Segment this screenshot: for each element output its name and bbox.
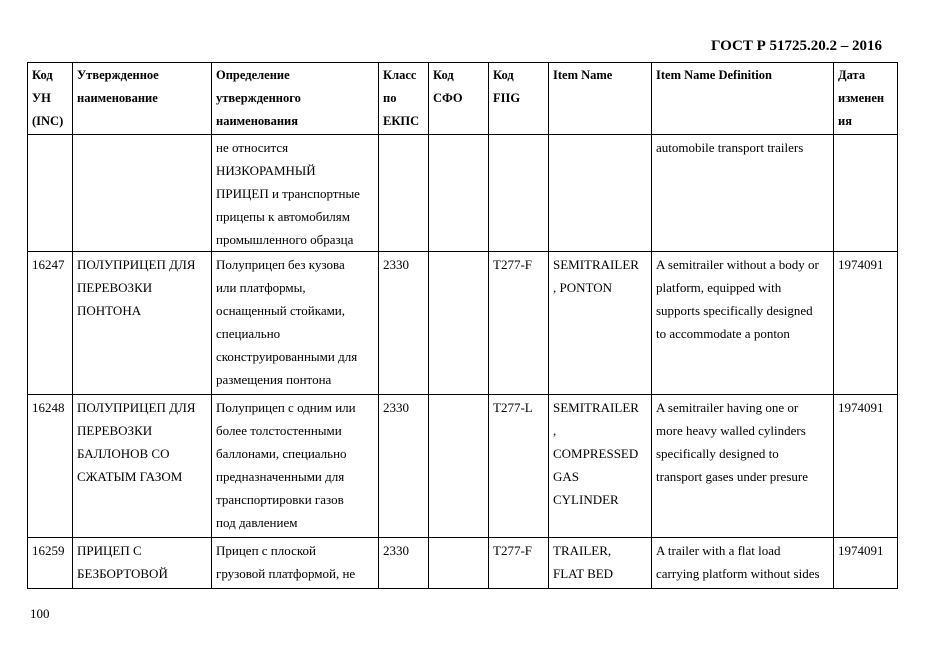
cell-item-definition: A semitrailer without a body or platform, equipped with supports specifically designed to accommodate a ponton (652, 252, 834, 395)
cell-definition: Полуприцеп без кузова или платформы, оснащенный стойками, специально сконструированными для размещения понтона (212, 252, 379, 395)
col-header-class: Класс по ЕКПС (379, 63, 429, 135)
table-row (28, 135, 898, 252)
cell-inc (28, 135, 73, 252)
cell-item-name (549, 135, 652, 252)
page-number: 100 (30, 606, 50, 621)
cell-change-date: 1974091 (834, 252, 898, 395)
cell-class: 2330 (379, 252, 429, 395)
cell-class: 2330 (379, 538, 429, 589)
cell-item-definition: A semitrailer having one or more heavy walled cylinders specifically designed to transport gases under presure (652, 395, 834, 538)
cell-sfo (429, 538, 489, 589)
table-row (28, 538, 898, 589)
cell-approved-name: ПОЛУПРИЦЕП ДЛЯ ПЕРЕВОЗКИ ПОНТОНА (73, 252, 212, 395)
cell-fiig: T277-F (489, 538, 549, 589)
col-header-sfo: Код СФО (429, 63, 489, 135)
cell-item-name: SEMITRAILER , COMPRESSED GAS CYLINDER (549, 395, 652, 538)
cell-definition: Полуприцеп с одним или более толстостенными баллонами, специально предназначенными для транспортировки газов под давлением (212, 395, 379, 538)
col-header-item-definition: Item Name Definition (652, 63, 834, 135)
cell-change-date: 1974091 (834, 538, 898, 589)
cell-change-date: 1974091 (834, 395, 898, 538)
cell-item-name: SEMITRAILER , PONTON (549, 252, 652, 395)
table-row (28, 252, 898, 395)
cell-definition: Прицеп с плоской грузовой платформой, не (212, 538, 379, 589)
cell-sfo (429, 135, 489, 252)
col-header-item-name: Item Name (549, 63, 652, 135)
cell-item-definition: A trailer with a flat load carrying platform without sides (652, 538, 834, 589)
cell-class (379, 135, 429, 252)
table-row (28, 395, 898, 538)
col-header-approved-name: Утвержденное наименование (73, 63, 212, 135)
cell-inc: 16259 (28, 538, 73, 589)
cell-fiig (489, 135, 549, 252)
cell-approved-name (73, 135, 212, 252)
cell-inc: 16248 (28, 395, 73, 538)
col-header-fiig: Код FIIG (489, 63, 549, 135)
col-header-definition: Определение утвержденного наименования (212, 63, 379, 135)
cell-fiig: T277-L (489, 395, 549, 538)
col-header-change-date: Дата изменен ия (834, 63, 898, 135)
cell-approved-name: ПОЛУПРИЦЕП ДЛЯ ПЕРЕВОЗКИ БАЛЛОНОВ СО СЖАТЫМ ГАЗОМ (73, 395, 212, 538)
cell-approved-name: ПРИЦЕП С БЕЗБОРТОВОЙ (73, 538, 212, 589)
col-header-inc: Код УН (INC) (28, 63, 73, 135)
cell-sfo (429, 252, 489, 395)
document-standard-id: ГОСТ Р 51725.20.2 – 2016 (711, 38, 883, 54)
cell-class: 2330 (379, 395, 429, 538)
cell-item-definition: automobile transport trailers (652, 135, 834, 252)
cell-sfo (429, 395, 489, 538)
table-header-row (28, 63, 898, 135)
cell-item-name: TRAILER, FLAT BED (549, 538, 652, 589)
cell-definition: не относится НИЗКОРАМНЫЙ ПРИЦЕП и транспортные прицепы к автомобилям промышленного образца (212, 135, 379, 252)
cell-change-date (834, 135, 898, 252)
catalog-table (27, 62, 898, 589)
cell-inc: 16247 (28, 252, 73, 395)
cell-fiig: T277-F (489, 252, 549, 395)
